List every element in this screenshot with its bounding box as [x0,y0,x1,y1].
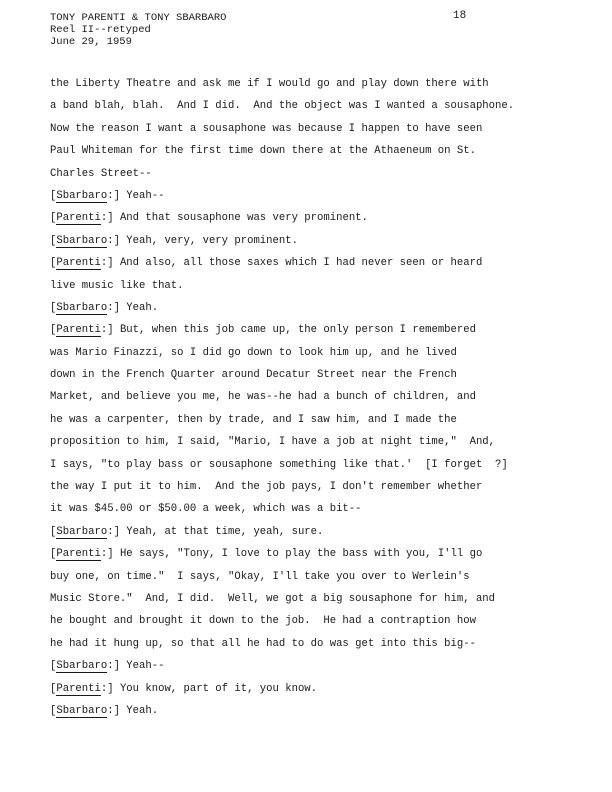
speaker-bracket-close: :] [100,682,114,695]
transcript-line [50,95,570,117]
speaker-bracket-close: :] [107,704,120,717]
transcript-line [50,319,570,341]
line-text: he was a carpenter, then by trade, and I saw him, and I made the [50,413,457,426]
speaker-label: Sbarbaro [56,660,108,673]
transcript-line [50,118,570,140]
header-reel: Reel II--retyped [50,24,151,36]
line-text: the way I put it to him. And the job pays, I don't remember whether [50,481,483,494]
line-text: Yeah, very, very prominent. [119,234,298,247]
transcript-line [50,342,570,364]
speaker-bracket-open: [ [50,324,57,337]
line-text: Yeah. [119,704,159,717]
speaker-bracket-close: :] [107,189,120,202]
speaker-bracket-close: :] [107,234,120,247]
transcript-line [50,678,570,700]
line-text: down in the French Quarter around Decatur Street near the French [50,369,457,382]
line-text: Yeah. [119,301,159,314]
transcript-line [50,610,570,632]
line-text: it was $45.00 or $50.00 a week, which was a bit-- [50,503,362,516]
page-number: 18 [453,10,467,22]
speaker-bracket-open: [ [50,234,57,247]
transcript-line [50,409,570,431]
transcript-line [50,566,570,588]
transcript-line [50,252,570,274]
line-text: he bought and brought it down to the job. He had a contraption how [50,615,476,628]
speaker-bracket-open: [ [50,257,57,270]
speaker-bracket-close: :] [107,525,120,538]
transcript-line [50,207,570,229]
line-text: the Liberty Theatre and ask me if I would go and play down there with [50,78,489,90]
speaker-bracket-open: [ [50,525,57,538]
line-text: Yeah-- [119,189,165,202]
line-text: And that sousaphone was very prominent. [113,212,368,225]
line-text: was Mario Finazzi, so I did go down to look him up, and he lived [50,346,457,359]
speaker-label: Sbarbaro [56,525,108,538]
transcript-line [50,498,570,520]
speaker-label: Sbarbaro [56,189,108,202]
speaker-bracket-open: [ [50,212,57,225]
header-date: June 29, 1959 [50,36,132,48]
transcript-line [50,431,570,453]
line-text: Yeah-- [119,660,165,673]
speaker-label: Sbarbaro [56,234,108,247]
speaker-label: Parenti [56,682,101,695]
speaker-bracket-open: [ [50,704,57,717]
line-text: Market, and believe you me, he was--he had a bunch of children, and [50,391,476,404]
line-text: Now the reason I want a sousaphone was because I happen to have seen [50,122,483,135]
speaker-label: Parenti [56,257,101,270]
transcript-line [50,454,570,476]
speaker-label: Parenti [56,324,101,337]
transcript-body [50,73,570,722]
speaker-bracket-close: :] [100,548,114,561]
speaker-bracket-close: :] [107,660,120,673]
line-text: proposition to him, I said, "Mario, I have a job at night time," And, [50,436,496,449]
line-text: a band blah, blah. And I did. And the object was I wanted a sousaphone. [50,100,515,113]
transcript-line [50,140,570,162]
transcript-line [50,297,570,319]
speaker-bracket-open: [ [50,189,57,202]
line-text: Paul Whiteman for the first time down there at the Athaeneum on St. [50,145,476,158]
transcript-line [50,588,570,610]
header-names: TONY PARENTI & TONY SBARBARO [50,12,227,24]
speaker-label: Parenti [56,212,101,225]
transcript-line [50,230,570,252]
line-text: live music like that. [50,279,184,292]
line-text: Music Store." And, I did. Well, we got a big sousaphone for him, and [50,592,496,605]
speaker-bracket-open: [ [50,660,57,673]
transcript-line [50,476,570,498]
transcript-line [50,275,570,297]
speaker-label: Sbarbaro [56,704,108,717]
speaker-label: Parenti [56,548,101,561]
line-text: He says, "Tony, I love to play the bass with you, I'll go [113,548,483,561]
transcript-line [50,185,570,207]
transcript-line [50,543,570,565]
speaker-bracket-open: [ [50,682,57,695]
line-text: he had it hung up, so that all he had to do was get into this big-- [50,637,476,650]
transcript-line [50,163,570,185]
transcript-line [50,386,570,408]
transcript-line [50,700,570,722]
transcript-line [50,73,570,95]
speaker-label: Sbarbaro [56,301,108,314]
line-text: But, when this job came up, the only person I remembered [113,324,476,337]
transcript-line [50,521,570,543]
transcript-line [50,655,570,677]
transcript-line [50,364,570,386]
speaker-bracket-close: :] [107,301,120,314]
line-text: I says, "to play bass or sousaphone something like that.' [I forget ?] [50,458,508,471]
speaker-bracket-open: [ [50,301,57,314]
page-header [50,12,226,48]
speaker-bracket-close: :] [100,212,114,225]
line-text: Yeah, at that time, yeah, sure. [119,525,324,538]
line-text: Charles Street-- [50,167,152,180]
line-text: You know, part of it, you know. [113,682,318,695]
line-text: buy one, on time." I says, "Okay, I'll take you over to Werlein's [50,570,470,583]
speaker-bracket-open: [ [50,548,57,561]
transcript-line [50,633,570,655]
speaker-bracket-close: :] [100,257,114,270]
line-text: And also, all those saxes which I had never seen or heard [113,257,483,270]
speaker-bracket-close: :] [100,324,114,337]
